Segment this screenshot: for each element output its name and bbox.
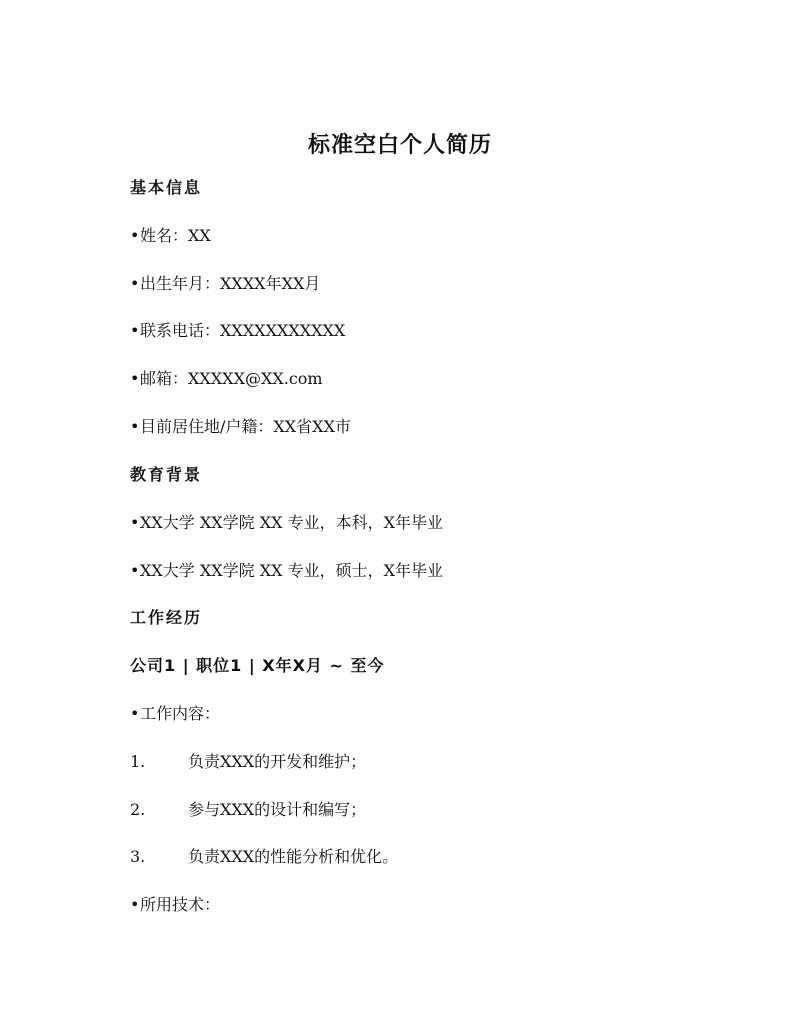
task-item-1 [130, 751, 366, 773]
list-item-text: XX大学 XX学院 XX 专业，本科，X年毕业 [140, 513, 443, 532]
bullet: • [130, 321, 140, 340]
bullet: • [130, 369, 140, 388]
job-title: 公司1 | 职位1 | X年X月 ~ 至今 [130, 656, 385, 675]
list-item-work-content [130, 703, 220, 725]
bullet: • [130, 417, 140, 436]
list-item-email [130, 368, 323, 390]
task-number: 1. [130, 752, 146, 771]
list-item-text: XX大学 XX学院 XX 专业，硕士，X年毕业 [140, 561, 443, 580]
section-heading-work: 工作经历 [130, 608, 203, 627]
section-heading-education: 教育背景 [130, 465, 203, 484]
task-text: 负责XXX的性能分析和优化。 [188, 847, 399, 866]
bullet: • [130, 704, 140, 723]
bullet: • [130, 513, 140, 532]
task-number: 3. [130, 847, 146, 866]
task-text: 负责XXX的开发和维护； [188, 752, 367, 771]
list-item-name [130, 225, 211, 247]
bullet: • [130, 274, 140, 293]
list-item-text: 工作内容： [140, 704, 221, 723]
task-number: 2. [130, 800, 146, 819]
list-item-text: 目前居住地/户籍：XX省XX市 [140, 417, 351, 436]
list-item-education-bachelor [130, 512, 443, 534]
list-item-phone [130, 320, 345, 342]
list-item-text: 联系电话：XXXXXXXXXXX [140, 321, 346, 340]
bullet: • [130, 895, 140, 914]
task-item-2 [130, 799, 366, 821]
list-item-text: 所用技术： [140, 895, 221, 914]
list-item-education-master [130, 560, 443, 582]
list-item-tech [130, 894, 220, 916]
list-item-birth [130, 273, 320, 295]
page-title: 标准空白个人简历 [307, 133, 492, 158]
list-item-text: 邮箱：XXXXX@XX.com [140, 369, 323, 388]
task-item-3 [130, 846, 398, 868]
bullet: • [130, 226, 140, 245]
task-text: 参与XXX的设计和编写； [188, 800, 367, 819]
bullet: • [130, 561, 140, 580]
list-item-text: 出生年月：XXXX年XX月 [140, 274, 321, 293]
list-item-residence [130, 416, 351, 438]
list-item-text: 姓名：XX [140, 226, 211, 245]
section-heading-basic-info: 基本信息 [130, 178, 203, 197]
